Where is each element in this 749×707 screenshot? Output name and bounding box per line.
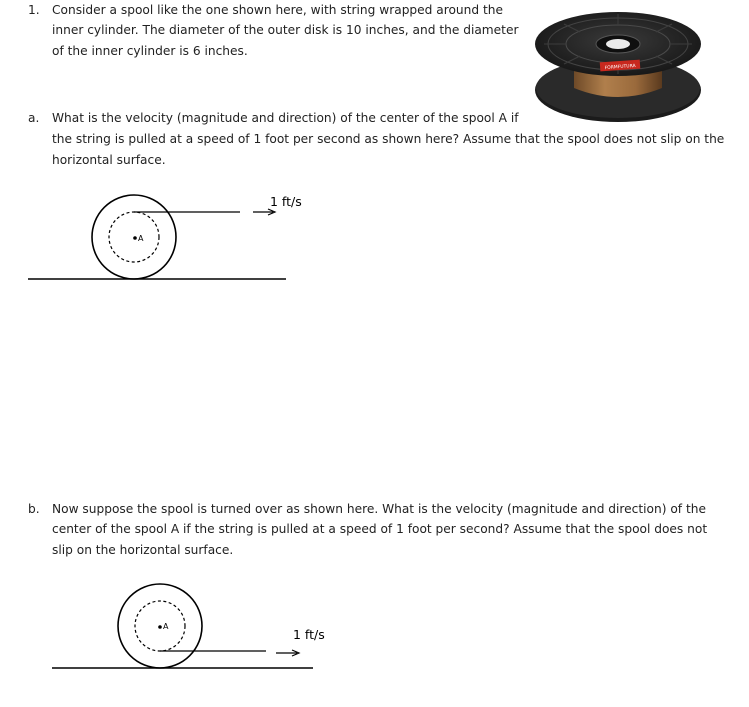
problem-number: 1. xyxy=(28,3,40,17)
diagram-a xyxy=(0,185,749,285)
arrow-b xyxy=(276,650,299,656)
part-a-line-2: the string is pulled at a speed of 1 foot per second as shown here? Assume that the spool does not slip on the xyxy=(52,132,725,146)
point-label-b: A xyxy=(163,622,169,631)
point-label-a: A xyxy=(138,234,144,243)
part-b-line-3: slip on the horizontal surface. xyxy=(52,543,234,557)
part-b-line-1: Now suppose the spool is turned over as shown here. What is the velocity (magnitude and direction) of the xyxy=(52,502,706,516)
diagram-b xyxy=(0,575,749,675)
speed-label-b: 1 ft/s xyxy=(293,627,325,642)
part-b-marker: b. xyxy=(28,502,40,516)
spool-photo xyxy=(534,6,702,124)
center-point-a xyxy=(133,236,137,240)
arrow-a xyxy=(253,209,275,215)
intro-line-3: of the inner cylinder is 6 inches. xyxy=(52,44,248,58)
part-a-line-1: What is the velocity (magnitude and direction) of the center of the spool A if xyxy=(52,111,519,125)
intro-line-2: inner cylinder. The diameter of the outer disk is 10 inches, and the diameter xyxy=(52,23,519,37)
speed-label-a: 1 ft/s xyxy=(270,194,302,209)
part-b-line-2: center of the spool A if the string is pulled at a speed of 1 foot per second? Assume that the spool does not xyxy=(52,522,708,536)
center-point-b xyxy=(158,625,162,629)
part-a-marker: a. xyxy=(28,111,40,125)
part-a-line-3: horizontal surface. xyxy=(52,153,166,167)
spool-label-text: FORMFUTURA xyxy=(604,63,636,72)
intro-line-1: Consider a spool like the one shown here, with string wrapped around the xyxy=(52,3,503,17)
